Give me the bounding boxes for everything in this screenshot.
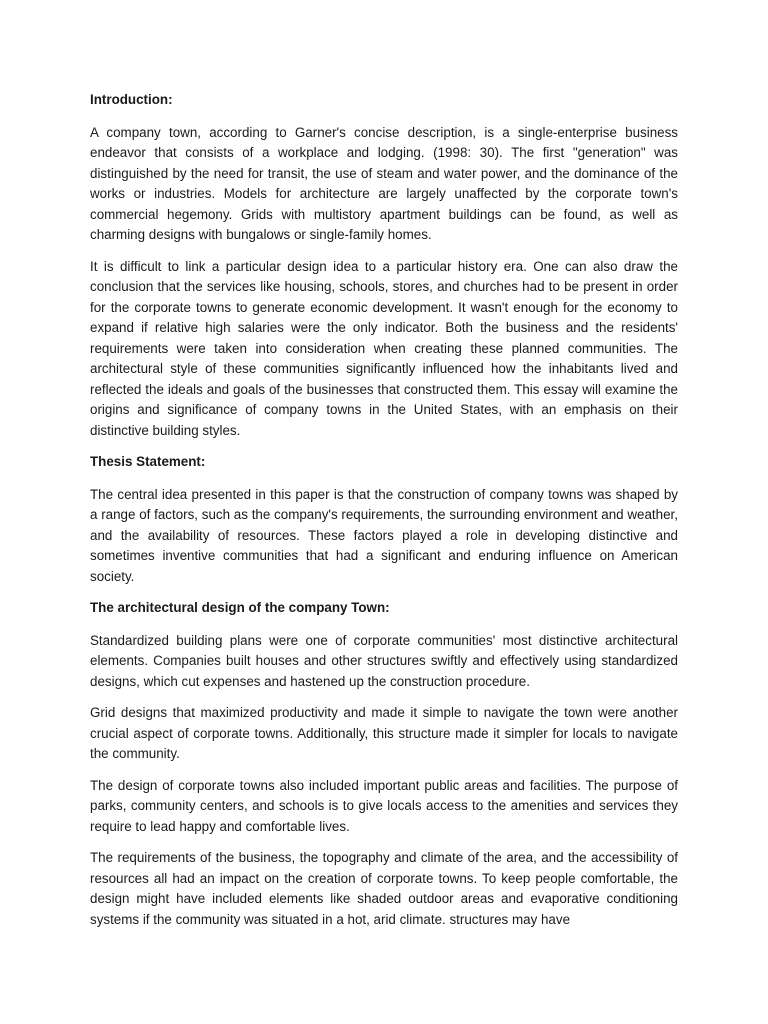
- design-paragraph-1: Standardized building plans were one of corporate communities' most distinctive architectural elements. Companies built houses and other structures swiftly and effectively using standardized designs, which cut expenses and hastened up the construction procedure.: [90, 632, 678, 689]
- document-page: [90, 90, 678, 941]
- design-paragraph-4: The requirements of the business, the topography and climate of the area, and the accessibility of resources all had an impact on the creation of corporate towns. To keep people comfortable, the design might have included elements like shaded outdoor areas and evaporative conditioning systems if the community was situated in a hot, arid climate. structures may have: [90, 850, 678, 927]
- introduction-paragraph-1: A company town, according to Garner's concise description, is a single-enterprise business endeavor that consists of a workplace and lodging. (1998: 30). The first "generation" was distinguished by the need for transit, the use of steam and water power, and the dominance of the works or industries. Models for architecture are largely unaffected by the corporate town's commercial hegemony. Grids with multistory apartment buildings can be found, as well as charming designs with bungalows or single-family homes.: [90, 124, 678, 242]
- design-paragraph-3: The design of corporate towns also included important public areas and facilities. The purpose of parks, community centers, and schools is to give locals access to the amenities and services they require to lead happy and comfortable lives.: [90, 777, 678, 834]
- architectural-design-heading: The architectural design of the company Town:: [90, 600, 390, 615]
- introduction-heading: Introduction:: [90, 92, 173, 107]
- design-paragraph-2: Grid designs that maximized productivity and made it simple to navigate the town were another crucial aspect of corporate towns. Additionally, this structure made it simpler for locals to navigate the community.: [90, 705, 678, 761]
- thesis-heading: Thesis Statement:: [90, 454, 206, 469]
- thesis-paragraph: The central idea presented in this paper is that the construction of company towns was shaped by a range of factors, such as the company's requirements, the surrounding environment and weather, and the availability of resources. These factors played a role in developing distinctive and sometimes inventive communities that had a significant and enduring influence on American society.: [90, 486, 678, 584]
- introduction-paragraph-2: It is difficult to link a particular design idea to a particular history era. One can also draw the conclusion that the services like housing, schools, stores, and churches had to be present in order for the corporate towns to generate economic development. It wasn't enough for the economy to expand if relative high salaries were the only indicator. Both the business and the residents' requirements were taken into consideration when creating these planned communities. The architectural style of these communities significantly influenced how the inhabitants lived and reflected the ideals and goals of the businesses that constructed them. This essay will examine the origins and significance of company towns in the United States, with an emphasis on their distinctive building styles.: [90, 258, 678, 438]
